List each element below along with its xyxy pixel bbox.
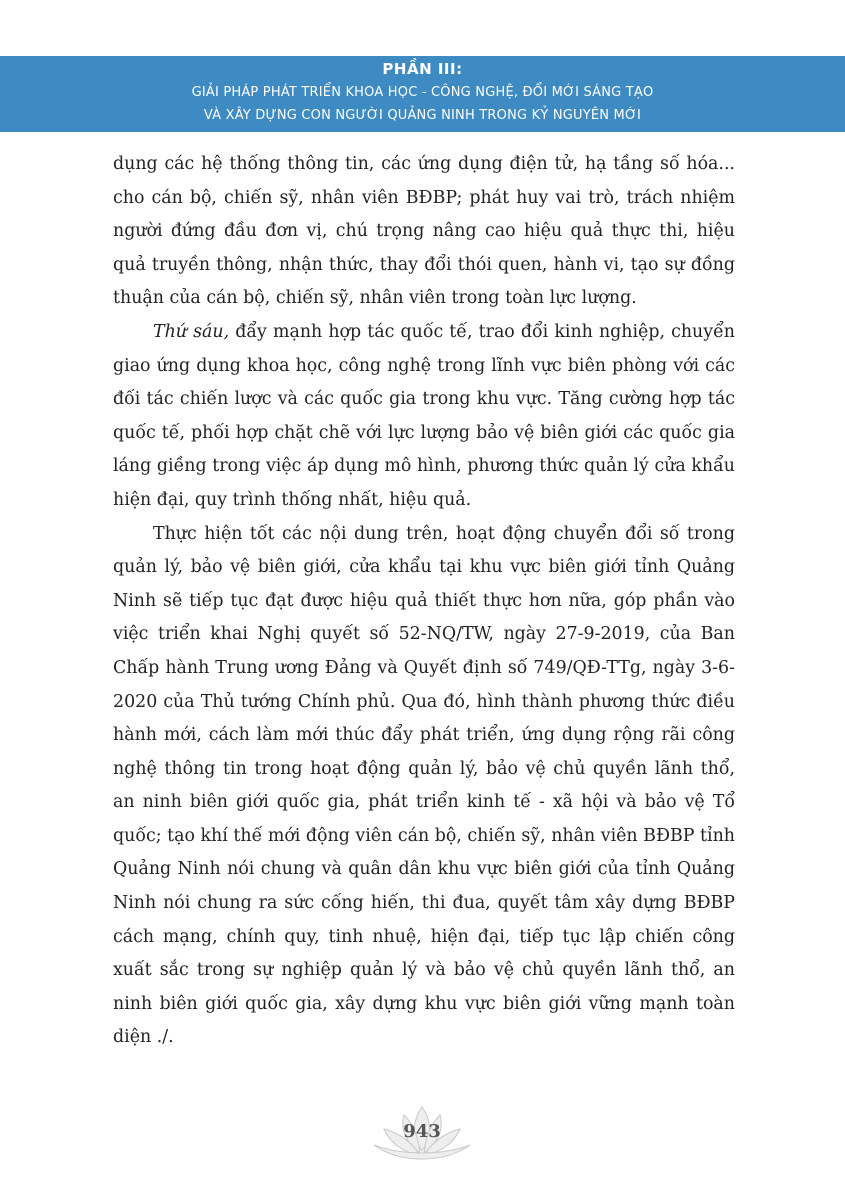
paragraph-2 xyxy=(113,316,735,518)
chapter-header-band xyxy=(0,56,845,132)
part-title: PHẦN III: xyxy=(382,60,463,78)
body-text xyxy=(113,148,735,1055)
paragraph-3: Thực hiện tốt các nội dung trên, hoạt động chuyển đổi số trong quản lý, bảo vệ biên giới, cửa khẩu tại khu vực biên giới tỉnh Quảng Ninh sẽ tiếp tục đạt được hiệu quả thiết thực hơn nữa, góp phần vào việc triển khai Nghị quyết số 52-NQ/TW, ngày 27-9-2019, của Ban Chấp hành Trung ương Đảng và Quyết định số 749/QĐ-TTg, ngày 3-6-2020 của Thủ tướng Chính phủ. Qua đó, hình thành phương thức điều hành mới, cách làm mới thúc đẩy phát triển, ứng dụng rộng rãi công nghệ thông tin trong hoạt động quản lý, bảo vệ chủ quyền lãnh thổ, an ninh biên giới quốc gia, phát triển kinh tế - xã hội và bảo vệ Tổ quốc; tạo khí thế mới động viên cán bộ, chiến sỹ, nhân viên BĐBP tỉnh Quảng Ninh nói chung và quân dân khu vực biên giới của tỉnh Quảng Ninh nói chung ra sức cống hiến, thi đua, quyết tâm xây dựng BĐBP cách mạng, chính quy, tinh nhuệ, hiện đại, tiếp tục lập chiến công xuất sắc trong sự nghiệp quản lý và bảo vệ chủ quyền lãnh thổ, an ninh biên giới quốc gia, xây dựng khu vực biên giới vững mạnh toàn diện ./. xyxy=(113,523,735,1048)
paragraph-1: dụng các hệ thống thông tin, các ứng dụng điện tử, hạ tầng số hóa... cho cán bộ, chiến sỹ, nhân viên BĐBP; phát huy vai trò, trách nhiệm người đứng đầu đơn vị, chú trọng nâng cao hiệu quả thực thi, hiệu quả truyền thông, nhận thức, thay đổi thói quen, hành vi, tạo sự đồng thuận của cán bộ, chiến sỹ, nhân viên trong toàn lực lượng. xyxy=(113,154,735,309)
paragraph-2-lead: Thứ sáu, xyxy=(153,321,230,342)
part-subtitle-line-2: VÀ XÂY DỰNG CON NGƯỜI QUẢNG NINH TRONG KỶ NGUYÊN MỚI xyxy=(203,108,642,123)
paragraph-2-text: đẩy mạnh hợp tác quốc tế, trao đổi kinh nghiệp, chuyển giao ứng dụng khoa học, công nghệ trong lĩnh vực biên phòng với các đối tác chiến lược và các quốc gia trong khu vực. Tăng cường hợp tác quốc tế, phối hợp chặt chẽ với lực lượng bảo vệ biên giới các quốc gia láng giềng trong việc áp dụng mô hình, phương thức quản lý cửa khẩu hiện đại, quy trình thống nhất, hiệu quả. xyxy=(113,321,735,510)
part-subtitle-line-1: GIẢI PHÁP PHÁT TRIỂN KHOA HỌC - CÔNG NGHỆ, ĐỔI MỚI SÁNG TẠO xyxy=(191,85,654,100)
page-number: 943 xyxy=(403,1121,441,1142)
